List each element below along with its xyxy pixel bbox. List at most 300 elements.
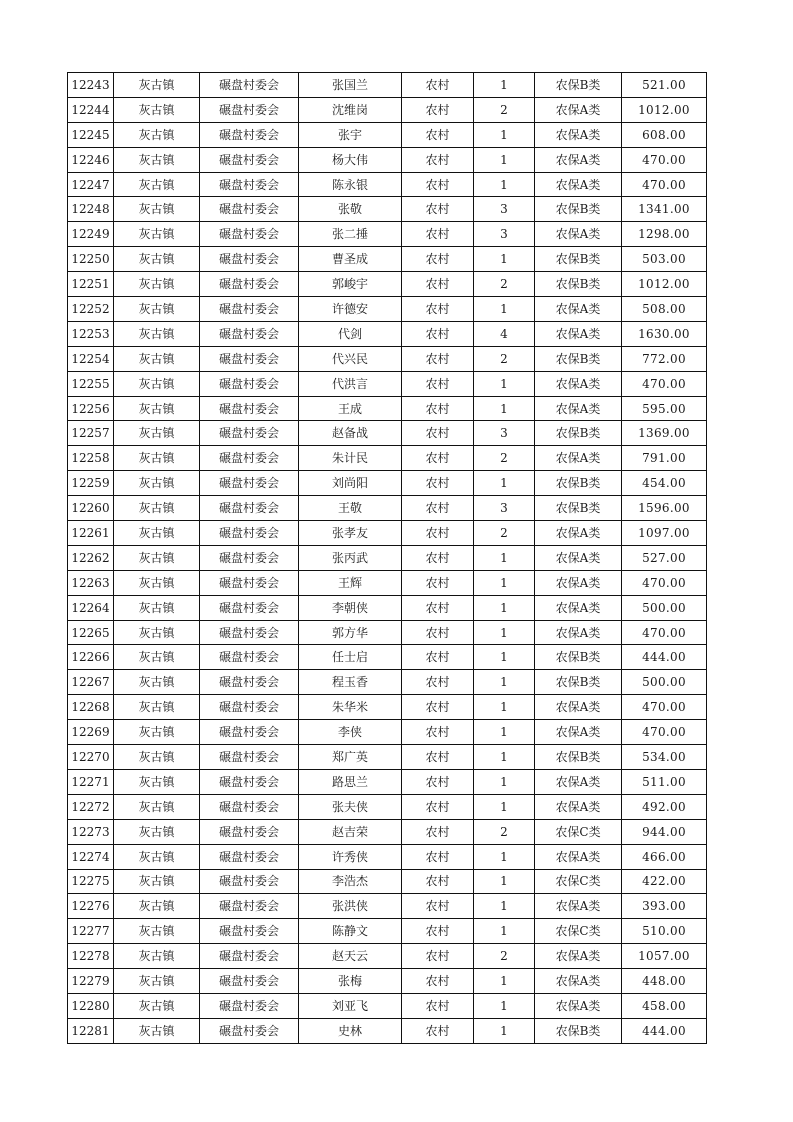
residence-type-cell: 农村 xyxy=(402,421,474,446)
category-cell: 农保A类 xyxy=(535,844,622,869)
amount-cell: 492.00 xyxy=(622,794,707,819)
town-cell: 灰古镇 xyxy=(114,695,200,720)
town-cell: 灰古镇 xyxy=(114,969,200,994)
row-id-cell: 12268 xyxy=(68,695,114,720)
town-cell: 灰古镇 xyxy=(114,496,200,521)
row-id-cell: 12265 xyxy=(68,620,114,645)
category-cell: 农保A类 xyxy=(535,172,622,197)
household-count-cell: 2 xyxy=(474,521,535,546)
table-row xyxy=(68,570,707,595)
household-count-cell: 1 xyxy=(474,396,535,421)
household-count-cell: 1 xyxy=(474,371,535,396)
village-cell: 碾盘村委会 xyxy=(200,446,299,471)
row-id-cell: 12267 xyxy=(68,670,114,695)
village-cell: 碾盘村委会 xyxy=(200,222,299,247)
residence-type-cell: 农村 xyxy=(402,73,474,98)
row-id-cell: 12273 xyxy=(68,819,114,844)
town-cell: 灰古镇 xyxy=(114,521,200,546)
town-cell: 灰古镇 xyxy=(114,371,200,396)
town-cell: 灰古镇 xyxy=(114,670,200,695)
amount-cell: 470.00 xyxy=(622,172,707,197)
table-row xyxy=(68,993,707,1018)
village-cell: 碾盘村委会 xyxy=(200,346,299,371)
amount-cell: 470.00 xyxy=(622,371,707,396)
residence-type-cell: 农村 xyxy=(402,122,474,147)
residence-type-cell: 农村 xyxy=(402,222,474,247)
name-cell: 曹圣成 xyxy=(299,247,402,272)
table-row xyxy=(68,869,707,894)
residence-type-cell: 农村 xyxy=(402,197,474,222)
village-cell: 碾盘村委会 xyxy=(200,745,299,770)
row-id-cell: 12255 xyxy=(68,371,114,396)
household-count-cell: 1 xyxy=(474,969,535,994)
town-cell: 灰古镇 xyxy=(114,570,200,595)
household-count-cell: 1 xyxy=(474,570,535,595)
name-cell: 张梅 xyxy=(299,969,402,994)
household-count-cell: 2 xyxy=(474,97,535,122)
table-row xyxy=(68,73,707,98)
village-cell: 碾盘村委会 xyxy=(200,396,299,421)
town-cell: 灰古镇 xyxy=(114,122,200,147)
town-cell: 灰古镇 xyxy=(114,97,200,122)
name-cell: 史林 xyxy=(299,1018,402,1043)
household-count-cell: 2 xyxy=(474,944,535,969)
row-id-cell: 12272 xyxy=(68,794,114,819)
household-count-cell: 1 xyxy=(474,645,535,670)
category-cell: 农保C类 xyxy=(535,869,622,894)
name-cell: 代剑 xyxy=(299,321,402,346)
table-row xyxy=(68,670,707,695)
table-row xyxy=(68,695,707,720)
village-cell: 碾盘村委会 xyxy=(200,97,299,122)
amount-cell: 510.00 xyxy=(622,919,707,944)
category-cell: 农保A类 xyxy=(535,147,622,172)
table-row xyxy=(68,794,707,819)
town-cell: 灰古镇 xyxy=(114,272,200,297)
table-row xyxy=(68,919,707,944)
amount-cell: 470.00 xyxy=(622,620,707,645)
table-row xyxy=(68,769,707,794)
name-cell: 王敬 xyxy=(299,496,402,521)
name-cell: 王辉 xyxy=(299,570,402,595)
residence-type-cell: 农村 xyxy=(402,97,474,122)
village-cell: 碾盘村委会 xyxy=(200,272,299,297)
village-cell: 碾盘村委会 xyxy=(200,1018,299,1043)
row-id-cell: 12274 xyxy=(68,844,114,869)
residence-type-cell: 农村 xyxy=(402,695,474,720)
name-cell: 许秀侠 xyxy=(299,844,402,869)
name-cell: 赵天云 xyxy=(299,944,402,969)
residence-type-cell: 农村 xyxy=(402,969,474,994)
category-cell: 农保A类 xyxy=(535,794,622,819)
table-row xyxy=(68,496,707,521)
table-row xyxy=(68,844,707,869)
village-cell: 碾盘村委会 xyxy=(200,545,299,570)
table-row xyxy=(68,545,707,570)
village-cell: 碾盘村委会 xyxy=(200,993,299,1018)
amount-cell: 511.00 xyxy=(622,769,707,794)
table-row xyxy=(68,147,707,172)
name-cell: 李侠 xyxy=(299,720,402,745)
household-count-cell: 1 xyxy=(474,545,535,570)
category-cell: 农保A类 xyxy=(535,993,622,1018)
amount-cell: 458.00 xyxy=(622,993,707,1018)
town-cell: 灰古镇 xyxy=(114,894,200,919)
name-cell: 张孝友 xyxy=(299,521,402,546)
row-id-cell: 12279 xyxy=(68,969,114,994)
row-id-cell: 12243 xyxy=(68,73,114,98)
household-count-cell: 1 xyxy=(474,670,535,695)
village-cell: 碾盘村委会 xyxy=(200,969,299,994)
residence-type-cell: 农村 xyxy=(402,670,474,695)
household-count-cell: 1 xyxy=(474,894,535,919)
residence-type-cell: 农村 xyxy=(402,471,474,496)
category-cell: 农保B类 xyxy=(535,346,622,371)
category-cell: 农保A类 xyxy=(535,371,622,396)
village-cell: 碾盘村委会 xyxy=(200,297,299,322)
table-row xyxy=(68,122,707,147)
town-cell: 灰古镇 xyxy=(114,147,200,172)
amount-cell: 1012.00 xyxy=(622,272,707,297)
category-cell: 农保B类 xyxy=(535,645,622,670)
table-row xyxy=(68,969,707,994)
table-row xyxy=(68,247,707,272)
town-cell: 灰古镇 xyxy=(114,446,200,471)
household-count-cell: 1 xyxy=(474,1018,535,1043)
amount-cell: 454.00 xyxy=(622,471,707,496)
amount-cell: 608.00 xyxy=(622,122,707,147)
category-cell: 农保B类 xyxy=(535,670,622,695)
town-cell: 灰古镇 xyxy=(114,645,200,670)
category-cell: 农保A类 xyxy=(535,944,622,969)
row-id-cell: 12261 xyxy=(68,521,114,546)
village-cell: 碾盘村委会 xyxy=(200,919,299,944)
residence-type-cell: 农村 xyxy=(402,745,474,770)
household-count-cell: 1 xyxy=(474,794,535,819)
town-cell: 灰古镇 xyxy=(114,819,200,844)
row-id-cell: 12244 xyxy=(68,97,114,122)
residence-type-cell: 农村 xyxy=(402,172,474,197)
table-row xyxy=(68,396,707,421)
name-cell: 张宇 xyxy=(299,122,402,147)
town-cell: 灰古镇 xyxy=(114,73,200,98)
residence-type-cell: 农村 xyxy=(402,147,474,172)
village-cell: 碾盘村委会 xyxy=(200,371,299,396)
residence-type-cell: 农村 xyxy=(402,720,474,745)
residence-type-cell: 农村 xyxy=(402,595,474,620)
amount-cell: 1630.00 xyxy=(622,321,707,346)
residence-type-cell: 农村 xyxy=(402,321,474,346)
name-cell: 陈永银 xyxy=(299,172,402,197)
household-count-cell: 1 xyxy=(474,869,535,894)
residence-type-cell: 农村 xyxy=(402,570,474,595)
name-cell: 张敬 xyxy=(299,197,402,222)
name-cell: 路思兰 xyxy=(299,769,402,794)
amount-cell: 503.00 xyxy=(622,247,707,272)
town-cell: 灰古镇 xyxy=(114,222,200,247)
name-cell: 许德安 xyxy=(299,297,402,322)
amount-cell: 470.00 xyxy=(622,570,707,595)
village-cell: 碾盘村委会 xyxy=(200,73,299,98)
row-id-cell: 12263 xyxy=(68,570,114,595)
residence-type-cell: 农村 xyxy=(402,521,474,546)
village-cell: 碾盘村委会 xyxy=(200,172,299,197)
name-cell: 杨大伟 xyxy=(299,147,402,172)
amount-cell: 500.00 xyxy=(622,595,707,620)
village-cell: 碾盘村委会 xyxy=(200,794,299,819)
town-cell: 灰古镇 xyxy=(114,346,200,371)
household-count-cell: 1 xyxy=(474,720,535,745)
name-cell: 张夫侠 xyxy=(299,794,402,819)
table-row xyxy=(68,446,707,471)
table-row xyxy=(68,745,707,770)
household-count-cell: 1 xyxy=(474,695,535,720)
row-id-cell: 12278 xyxy=(68,944,114,969)
name-cell: 代洪言 xyxy=(299,371,402,396)
table-body xyxy=(68,73,707,1044)
name-cell: 李浩杰 xyxy=(299,869,402,894)
town-cell: 灰古镇 xyxy=(114,869,200,894)
table-row xyxy=(68,944,707,969)
amount-cell: 466.00 xyxy=(622,844,707,869)
name-cell: 沈维岗 xyxy=(299,97,402,122)
residence-type-cell: 农村 xyxy=(402,496,474,521)
amount-cell: 393.00 xyxy=(622,894,707,919)
village-cell: 碾盘村委会 xyxy=(200,247,299,272)
town-cell: 灰古镇 xyxy=(114,197,200,222)
row-id-cell: 12280 xyxy=(68,993,114,1018)
category-cell: 农保A类 xyxy=(535,720,622,745)
category-cell: 农保B类 xyxy=(535,73,622,98)
table-row xyxy=(68,620,707,645)
residence-type-cell: 农村 xyxy=(402,944,474,969)
row-id-cell: 12281 xyxy=(68,1018,114,1043)
amount-cell: 422.00 xyxy=(622,869,707,894)
amount-cell: 527.00 xyxy=(622,545,707,570)
row-id-cell: 12271 xyxy=(68,769,114,794)
category-cell: 农保A类 xyxy=(535,545,622,570)
row-id-cell: 12269 xyxy=(68,720,114,745)
category-cell: 农保A类 xyxy=(535,446,622,471)
town-cell: 灰古镇 xyxy=(114,545,200,570)
household-count-cell: 1 xyxy=(474,147,535,172)
town-cell: 灰古镇 xyxy=(114,321,200,346)
row-id-cell: 12262 xyxy=(68,545,114,570)
row-id-cell: 12257 xyxy=(68,421,114,446)
village-cell: 碾盘村委会 xyxy=(200,944,299,969)
village-cell: 碾盘村委会 xyxy=(200,122,299,147)
household-count-cell: 1 xyxy=(474,471,535,496)
name-cell: 朱计民 xyxy=(299,446,402,471)
village-cell: 碾盘村委会 xyxy=(200,521,299,546)
category-cell: 农保B类 xyxy=(535,272,622,297)
name-cell: 张国兰 xyxy=(299,73,402,98)
town-cell: 灰古镇 xyxy=(114,595,200,620)
name-cell: 陈静文 xyxy=(299,919,402,944)
household-count-cell: 1 xyxy=(474,172,535,197)
amount-cell: 470.00 xyxy=(622,720,707,745)
row-id-cell: 12250 xyxy=(68,247,114,272)
town-cell: 灰古镇 xyxy=(114,919,200,944)
amount-cell: 1012.00 xyxy=(622,97,707,122)
table-row xyxy=(68,321,707,346)
table-row xyxy=(68,471,707,496)
amount-cell: 1369.00 xyxy=(622,421,707,446)
name-cell: 李朝侠 xyxy=(299,595,402,620)
name-cell: 张丙武 xyxy=(299,545,402,570)
table-row xyxy=(68,272,707,297)
residence-type-cell: 农村 xyxy=(402,819,474,844)
table-row xyxy=(68,172,707,197)
village-cell: 碾盘村委会 xyxy=(200,695,299,720)
amount-cell: 1596.00 xyxy=(622,496,707,521)
row-id-cell: 12276 xyxy=(68,894,114,919)
allowance-table xyxy=(67,72,707,1044)
amount-cell: 1298.00 xyxy=(622,222,707,247)
residence-type-cell: 农村 xyxy=(402,919,474,944)
residence-type-cell: 农村 xyxy=(402,272,474,297)
household-count-cell: 2 xyxy=(474,346,535,371)
table-row xyxy=(68,197,707,222)
category-cell: 农保A类 xyxy=(535,521,622,546)
row-id-cell: 12266 xyxy=(68,645,114,670)
amount-cell: 1057.00 xyxy=(622,944,707,969)
row-id-cell: 12260 xyxy=(68,496,114,521)
category-cell: 农保A类 xyxy=(535,695,622,720)
amount-cell: 1097.00 xyxy=(622,521,707,546)
row-id-cell: 12277 xyxy=(68,919,114,944)
table-row xyxy=(68,421,707,446)
household-count-cell: 2 xyxy=(474,819,535,844)
village-cell: 碾盘村委会 xyxy=(200,894,299,919)
row-id-cell: 12258 xyxy=(68,446,114,471)
name-cell: 赵备战 xyxy=(299,421,402,446)
table-row xyxy=(68,595,707,620)
table-row xyxy=(68,346,707,371)
row-id-cell: 12259 xyxy=(68,471,114,496)
row-id-cell: 12247 xyxy=(68,172,114,197)
residence-type-cell: 农村 xyxy=(402,545,474,570)
name-cell: 刘亚飞 xyxy=(299,993,402,1018)
village-cell: 碾盘村委会 xyxy=(200,595,299,620)
row-id-cell: 12264 xyxy=(68,595,114,620)
name-cell: 郑广英 xyxy=(299,745,402,770)
amount-cell: 444.00 xyxy=(622,1018,707,1043)
category-cell: 农保A类 xyxy=(535,297,622,322)
village-cell: 碾盘村委会 xyxy=(200,197,299,222)
household-count-cell: 2 xyxy=(474,272,535,297)
residence-type-cell: 农村 xyxy=(402,446,474,471)
town-cell: 灰古镇 xyxy=(114,247,200,272)
amount-cell: 595.00 xyxy=(622,396,707,421)
row-id-cell: 12246 xyxy=(68,147,114,172)
category-cell: 农保A类 xyxy=(535,570,622,595)
village-cell: 碾盘村委会 xyxy=(200,869,299,894)
village-cell: 碾盘村委会 xyxy=(200,720,299,745)
category-cell: 农保B类 xyxy=(535,247,622,272)
household-count-cell: 1 xyxy=(474,844,535,869)
town-cell: 灰古镇 xyxy=(114,993,200,1018)
name-cell: 任士启 xyxy=(299,645,402,670)
village-cell: 碾盘村委会 xyxy=(200,670,299,695)
village-cell: 碾盘村委会 xyxy=(200,645,299,670)
row-id-cell: 12249 xyxy=(68,222,114,247)
residence-type-cell: 农村 xyxy=(402,247,474,272)
table-row xyxy=(68,720,707,745)
category-cell: 农保A类 xyxy=(535,122,622,147)
residence-type-cell: 农村 xyxy=(402,371,474,396)
town-cell: 灰古镇 xyxy=(114,794,200,819)
amount-cell: 470.00 xyxy=(622,695,707,720)
village-cell: 碾盘村委会 xyxy=(200,620,299,645)
category-cell: 农保A类 xyxy=(535,321,622,346)
category-cell: 农保B类 xyxy=(535,1018,622,1043)
table-row xyxy=(68,1018,707,1043)
row-id-cell: 12270 xyxy=(68,745,114,770)
residence-type-cell: 农村 xyxy=(402,993,474,1018)
name-cell: 代兴民 xyxy=(299,346,402,371)
amount-cell: 791.00 xyxy=(622,446,707,471)
town-cell: 灰古镇 xyxy=(114,471,200,496)
row-id-cell: 12275 xyxy=(68,869,114,894)
household-count-cell: 1 xyxy=(474,745,535,770)
name-cell: 张洪侠 xyxy=(299,894,402,919)
table-row xyxy=(68,222,707,247)
residence-type-cell: 农村 xyxy=(402,297,474,322)
amount-cell: 508.00 xyxy=(622,297,707,322)
town-cell: 灰古镇 xyxy=(114,745,200,770)
village-cell: 碾盘村委会 xyxy=(200,471,299,496)
village-cell: 碾盘村委会 xyxy=(200,819,299,844)
residence-type-cell: 农村 xyxy=(402,869,474,894)
name-cell: 郭方华 xyxy=(299,620,402,645)
row-id-cell: 12253 xyxy=(68,321,114,346)
residence-type-cell: 农村 xyxy=(402,396,474,421)
category-cell: 农保A类 xyxy=(535,769,622,794)
household-count-cell: 1 xyxy=(474,919,535,944)
town-cell: 灰古镇 xyxy=(114,720,200,745)
amount-cell: 772.00 xyxy=(622,346,707,371)
row-id-cell: 12256 xyxy=(68,396,114,421)
residence-type-cell: 农村 xyxy=(402,844,474,869)
name-cell: 王成 xyxy=(299,396,402,421)
residence-type-cell: 农村 xyxy=(402,620,474,645)
household-count-cell: 1 xyxy=(474,122,535,147)
household-count-cell: 1 xyxy=(474,73,535,98)
category-cell: 农保C类 xyxy=(535,819,622,844)
household-count-cell: 3 xyxy=(474,421,535,446)
household-count-cell: 3 xyxy=(474,222,535,247)
town-cell: 灰古镇 xyxy=(114,769,200,794)
name-cell: 郭峻宇 xyxy=(299,272,402,297)
name-cell: 赵吉荣 xyxy=(299,819,402,844)
town-cell: 灰古镇 xyxy=(114,844,200,869)
category-cell: 农保A类 xyxy=(535,222,622,247)
household-count-cell: 1 xyxy=(474,247,535,272)
amount-cell: 1341.00 xyxy=(622,197,707,222)
amount-cell: 470.00 xyxy=(622,147,707,172)
row-id-cell: 12251 xyxy=(68,272,114,297)
household-count-cell: 3 xyxy=(474,197,535,222)
row-id-cell: 12252 xyxy=(68,297,114,322)
residence-type-cell: 农村 xyxy=(402,645,474,670)
table-row xyxy=(68,645,707,670)
village-cell: 碾盘村委会 xyxy=(200,570,299,595)
residence-type-cell: 农村 xyxy=(402,794,474,819)
amount-cell: 444.00 xyxy=(622,645,707,670)
category-cell: 农保C类 xyxy=(535,919,622,944)
amount-cell: 944.00 xyxy=(622,819,707,844)
